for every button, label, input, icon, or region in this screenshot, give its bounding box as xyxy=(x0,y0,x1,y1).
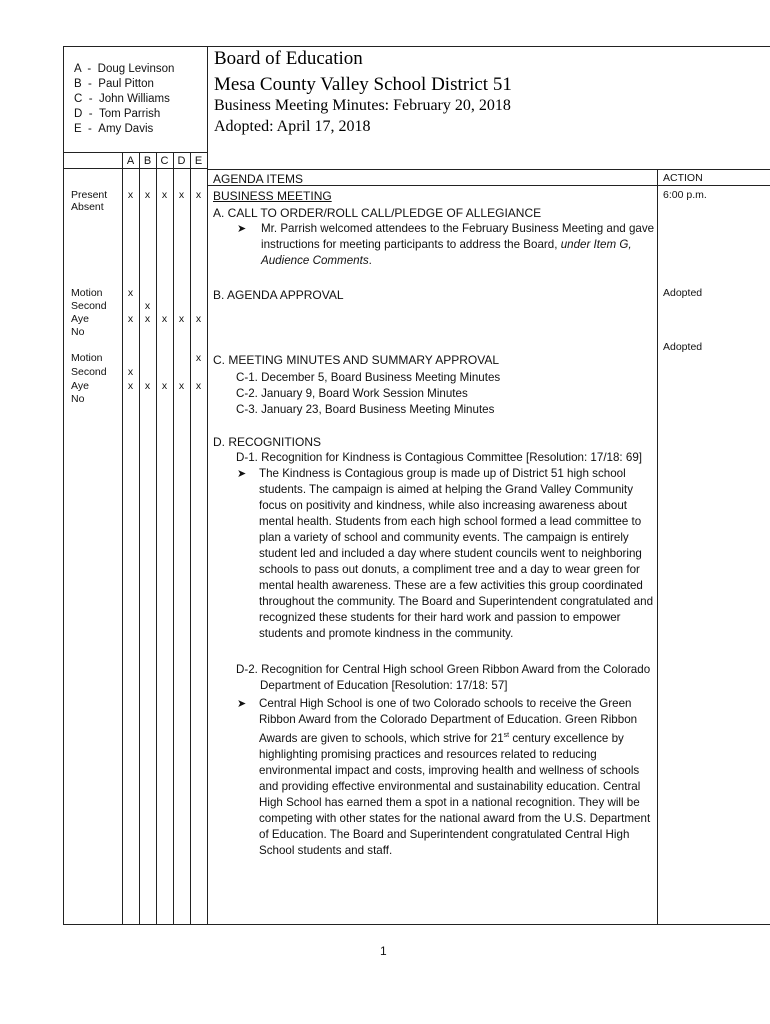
member-column-header-top xyxy=(63,152,208,153)
vote1-aye-mark-d: x xyxy=(178,313,185,325)
vote1-aye-mark-b: x xyxy=(144,313,151,325)
vote2-motion-label: Motion xyxy=(71,352,103,364)
section-a-title: A. CALL TO ORDER/ROLL CALL/PLEDGE OF ALLEGIANCE xyxy=(213,206,542,220)
vote-column-header-d: D xyxy=(177,155,186,167)
section-b-action: Adopted xyxy=(663,287,703,299)
d1-bullet-text: The Kindness is Contagious group is made up of District 51 high school students. The campaign is aimed at helping the Grand Valley Community focus on positivity and kindness, while also increasing awareness about mental health. Students from each high school formed a lead committee to plan a variety of school and community events. The campaign is entirely student led and included a day where student councils went to neighboring schools to pass out donuts, a compliment tree and a day to wear green for mental health awareness. These are a few activities this group coordinated throughout the community. The Board and Superintendent congratulated and recognized these students for their hard work and passion to empower students and promote kindness in the community. xyxy=(259,467,654,640)
present-mark-a: x xyxy=(127,189,134,201)
vote2-aye-mark-d: x xyxy=(178,380,185,392)
section-b-title: B. AGENDA APPROVAL xyxy=(213,288,344,302)
vote1-aye-mark-a: x xyxy=(127,313,134,325)
present-mark-e: x xyxy=(195,189,202,201)
header-divider-vertical xyxy=(207,46,208,925)
business-meeting-heading: BUSINESS MEETING xyxy=(213,189,332,203)
vote1-motion-mark: x xyxy=(127,287,134,299)
vote1-second-mark: x xyxy=(144,300,151,312)
member-entry: E - Amy Davis xyxy=(74,123,154,135)
section-c-items xyxy=(236,370,500,418)
member-entry: C - John Williams xyxy=(74,93,170,105)
vote-col-divider-3 xyxy=(156,152,157,925)
action-column-header: ACTION xyxy=(663,172,703,184)
vote-col-divider-4 xyxy=(173,152,174,925)
vote2-aye-mark-e: x xyxy=(195,380,202,392)
d2-title: D-2. Recognition for Central High school Green Ribbon Award from the Colorado Department of Education [Resolution: 17/18: 57] xyxy=(236,663,651,692)
vote1-second-label: Second xyxy=(71,300,107,312)
arrow-bullet-icon: ➤ xyxy=(237,468,247,480)
agenda-items-header: AGENDA ITEMS xyxy=(213,172,304,186)
member-entry: D - Tom Parrish xyxy=(74,108,161,120)
present-mark-b: x xyxy=(144,189,151,201)
list-item: C-2. January 9, Board Work Session Minutes xyxy=(236,387,468,400)
vote-column-header-b: B xyxy=(143,155,152,167)
adopted-date: Adopted: April 17, 2018 xyxy=(214,118,371,135)
vote-column-header-a: A xyxy=(126,155,135,167)
vote2-aye-mark-c: x xyxy=(161,380,168,392)
meeting-subtitle: Business Meeting Minutes: February 20, 2018 xyxy=(214,97,511,114)
document-title: Board of Education xyxy=(214,48,363,69)
vote2-second-label: Second xyxy=(71,366,107,378)
page-number: 1 xyxy=(380,944,387,958)
action-column-divider xyxy=(657,169,658,925)
section-d-title: D. RECOGNITIONS xyxy=(213,435,322,449)
vote1-aye-mark-e: x xyxy=(195,313,202,325)
agenda-header-top xyxy=(207,169,770,170)
section-c-title: C. MEETING MINUTES AND SUMMARY APPROVAL xyxy=(213,353,500,367)
vote1-aye-label: Aye xyxy=(71,313,89,325)
vote1-aye-mark-c: x xyxy=(161,313,168,325)
present-mark-c: x xyxy=(161,189,168,201)
vote1-no-label: No xyxy=(71,326,85,338)
vote-column-header-e: E xyxy=(194,155,203,167)
vote-col-divider-5 xyxy=(190,152,191,925)
member-entry: B - Paul Pitton xyxy=(74,78,154,90)
vote-column-header-c: C xyxy=(160,155,169,167)
absent-label: Absent xyxy=(71,201,104,213)
vote1-motion-label: Motion xyxy=(71,287,103,299)
d1-title: D-1. Recognition for Kindness is Contagious Committee [Resolution: 17/18: 69] xyxy=(236,451,642,464)
arrow-bullet-icon: ➤ xyxy=(237,223,247,235)
vote2-aye-mark-a: x xyxy=(127,380,134,392)
arrow-bullet-icon: ➤ xyxy=(237,698,247,710)
list-item: C-3. January 23, Board Business Meeting Minutes xyxy=(236,403,495,416)
vote-col-divider-1 xyxy=(122,152,123,925)
table-left-border xyxy=(63,46,64,925)
present-mark-d: x xyxy=(178,189,185,201)
section-a-bullet-text: Mr. Parrish welcomed attendees to the February Business Meeting and gave instructions for meeting participants to address the Board, under Item G, Audience Comments. xyxy=(261,222,655,267)
section-c-action: Adopted xyxy=(663,341,703,353)
member-column-header-bottom xyxy=(63,168,208,169)
vote-col-divider-2 xyxy=(139,152,140,925)
vote2-second-mark: x xyxy=(127,366,134,378)
vote2-motion-mark: x xyxy=(195,352,202,364)
member-list xyxy=(74,62,174,137)
vote2-aye-mark-b: x xyxy=(144,380,151,392)
table-bottom-border xyxy=(63,924,770,925)
vote2-aye-label: Aye xyxy=(71,380,89,392)
d2-bullet-text: Central High School is one of two Colorado schools to receive the Green Ribbon Award from the Colorado Department of Education. Green Ribbon Awards are given to schools, which strive for 21st century excellence by highlighting promising practices and resources related to reducing environmental impact and costs, improving health and wellness of schools and providing effective environmental and sustainability education. Central High School has earned them a spot in a national recognition. They will be competing with other states for the national award from the U.S. Department of Education. The Board and Superintendent congratulated Central High School students and staff. xyxy=(259,697,651,857)
present-label: Present xyxy=(71,189,108,201)
list-item: C-1. December 5, Board Business Meeting Minutes xyxy=(236,371,501,384)
business-meeting-time: 6:00 p.m. xyxy=(663,189,707,201)
table-top-border xyxy=(63,46,770,47)
vote2-no-label: No xyxy=(71,393,85,405)
district-name: Mesa County Valley School District 51 xyxy=(214,74,512,95)
member-entry: A - Doug Levinson xyxy=(74,63,175,75)
